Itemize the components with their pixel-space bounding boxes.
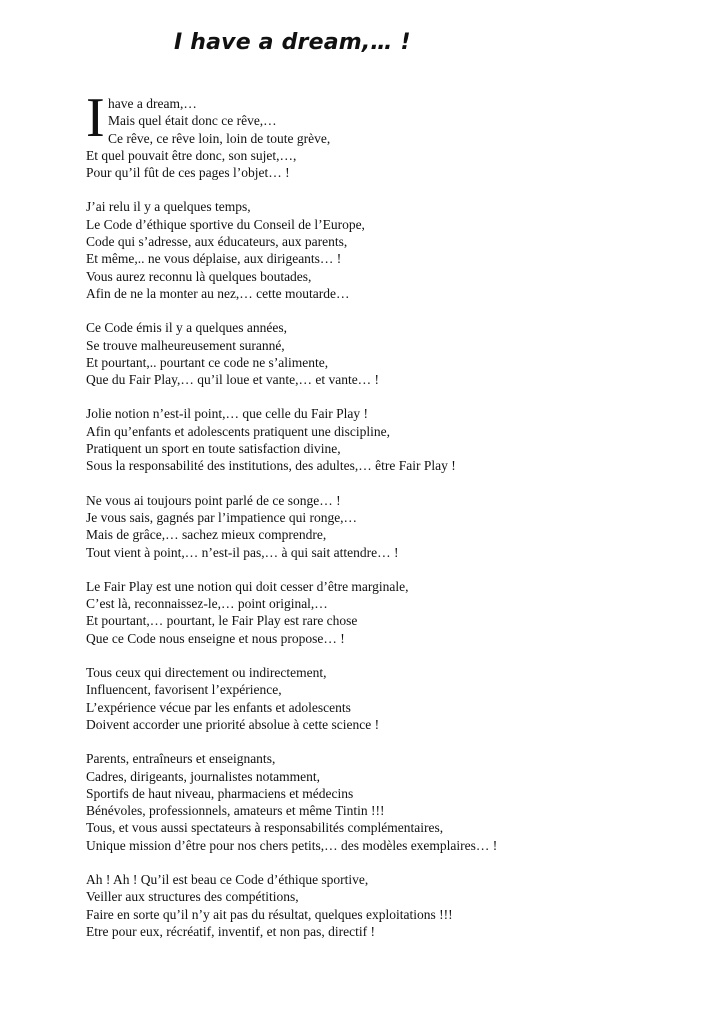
poem-line: Tous, et vous aussi spectateurs à responsabilités complémentaires, xyxy=(86,820,444,836)
poem-line: Sportifs de haut niveau, pharmaciens et médecins xyxy=(86,785,354,801)
poem-line: Pratiquent un sport en toute satisfaction divine, xyxy=(86,441,341,457)
poem-line: Veiller aux structures des compétitions, xyxy=(86,889,299,905)
poem-line: Et pourtant,… pourtant, le Fair Play est rare chose xyxy=(86,613,358,629)
poem-line: Et pourtant,.. pourtant ce code ne s’alimente, xyxy=(86,354,329,370)
poem-line: Ne vous ai toujours point parlé de ce songe… ! xyxy=(86,492,341,508)
stanza xyxy=(86,198,686,302)
poem-line: Bénévoles, professionnels, amateurs et même Tintin !!! xyxy=(86,803,385,819)
poem-line: Ce Code émis il y a quelques années, xyxy=(86,320,287,336)
poem-line: Le Fair Play est une notion qui doit cesser d’être marginale, xyxy=(86,578,409,594)
poem-line: have a dream,… xyxy=(108,96,197,111)
poem-line: Code qui s’adresse, aux éducateurs, aux parents, xyxy=(86,234,348,250)
poem-line: Ah ! Ah ! Qu’il est beau ce Code d’éthique sportive, xyxy=(86,871,369,887)
poem-line: Jolie notion n’est-il point,… que celle du Fair Play ! xyxy=(86,406,368,422)
dropcap: I xyxy=(86,87,105,149)
poem-line: Mais de grâce,… sachez mieux comprendre, xyxy=(86,527,327,543)
poem-line: Se trouve malheureusement suranné, xyxy=(86,337,285,353)
poem-line: Influencent, favorisent l’expérience, xyxy=(86,682,282,698)
poem-line: Le Code d’éthique sportive du Conseil de l’Europe, xyxy=(86,216,365,232)
stanza xyxy=(86,750,686,854)
stanza xyxy=(86,492,686,561)
poem-line: Et quel pouvait être donc, son sujet,…, xyxy=(86,147,297,163)
stanza xyxy=(86,87,686,181)
stanza xyxy=(86,664,686,733)
poem-line: Je vous sais, gagnés par l’impatience qui ronge,… xyxy=(86,509,358,525)
poem-body xyxy=(86,87,686,957)
poem-line: Mais quel était donc ce rêve,… xyxy=(108,113,277,129)
poem-line: Tous ceux qui directement ou indirectement, xyxy=(86,665,327,681)
poem-line: Afin qu’enfants et adolescents pratiquent une discipline, xyxy=(86,423,391,439)
poem-line: L’expérience vécue par les enfants et adolescents xyxy=(86,699,351,715)
poem-line: Sous la responsabilité des institutions, des adultes,… être Fair Play ! xyxy=(86,458,456,474)
poem-title: I have a dream,… ! xyxy=(174,30,411,55)
poem-line: Pour qu’il fût de ces pages l’objet… ! xyxy=(86,165,290,181)
poem-line: Unique mission d’être pour nos chers petits,… des modèles exemplaires… ! xyxy=(86,837,498,853)
poem-line: C’est là, reconnaissez-le,… point original,… xyxy=(86,596,328,612)
poem-line: Ce rêve, ce rêve loin, loin de toute grève, xyxy=(108,130,331,146)
poem-line: Que du Fair Play,… qu’il loue et vante,… et vante… ! xyxy=(86,372,380,388)
stanza xyxy=(86,871,686,940)
poem-line: Etre pour eux, récréatif, inventif, et non pas, directif ! xyxy=(86,923,376,939)
stanza xyxy=(86,405,686,474)
poem-line: Faire en sorte qu’il n’y ait pas du résultat, quelques exploitations !!! xyxy=(86,906,453,922)
stanza xyxy=(86,578,686,647)
poem-line: Que ce Code nous enseigne et nous propose… ! xyxy=(86,630,345,646)
poem-line: Parents, entraîneurs et enseignants, xyxy=(86,751,276,767)
poem-line: Cadres, dirigeants, journalistes notamment, xyxy=(86,768,320,784)
poem-line: Et même,.. ne vous déplaise, aux dirigeants… ! xyxy=(86,251,342,267)
poem-line: Vous aurez reconnu là quelques boutades, xyxy=(86,268,312,284)
poem-line: Doivent accorder une priorité absolue à cette science ! xyxy=(86,716,380,732)
poem-line: Afin de ne la monter au nez,… cette moutarde… xyxy=(86,285,350,301)
poem-line: J’ai relu il y a quelques temps, xyxy=(86,199,251,215)
poem-line: Tout vient à point,… n’est-il pas,… à qui sait attendre… ! xyxy=(86,544,399,560)
stanza xyxy=(86,319,686,388)
